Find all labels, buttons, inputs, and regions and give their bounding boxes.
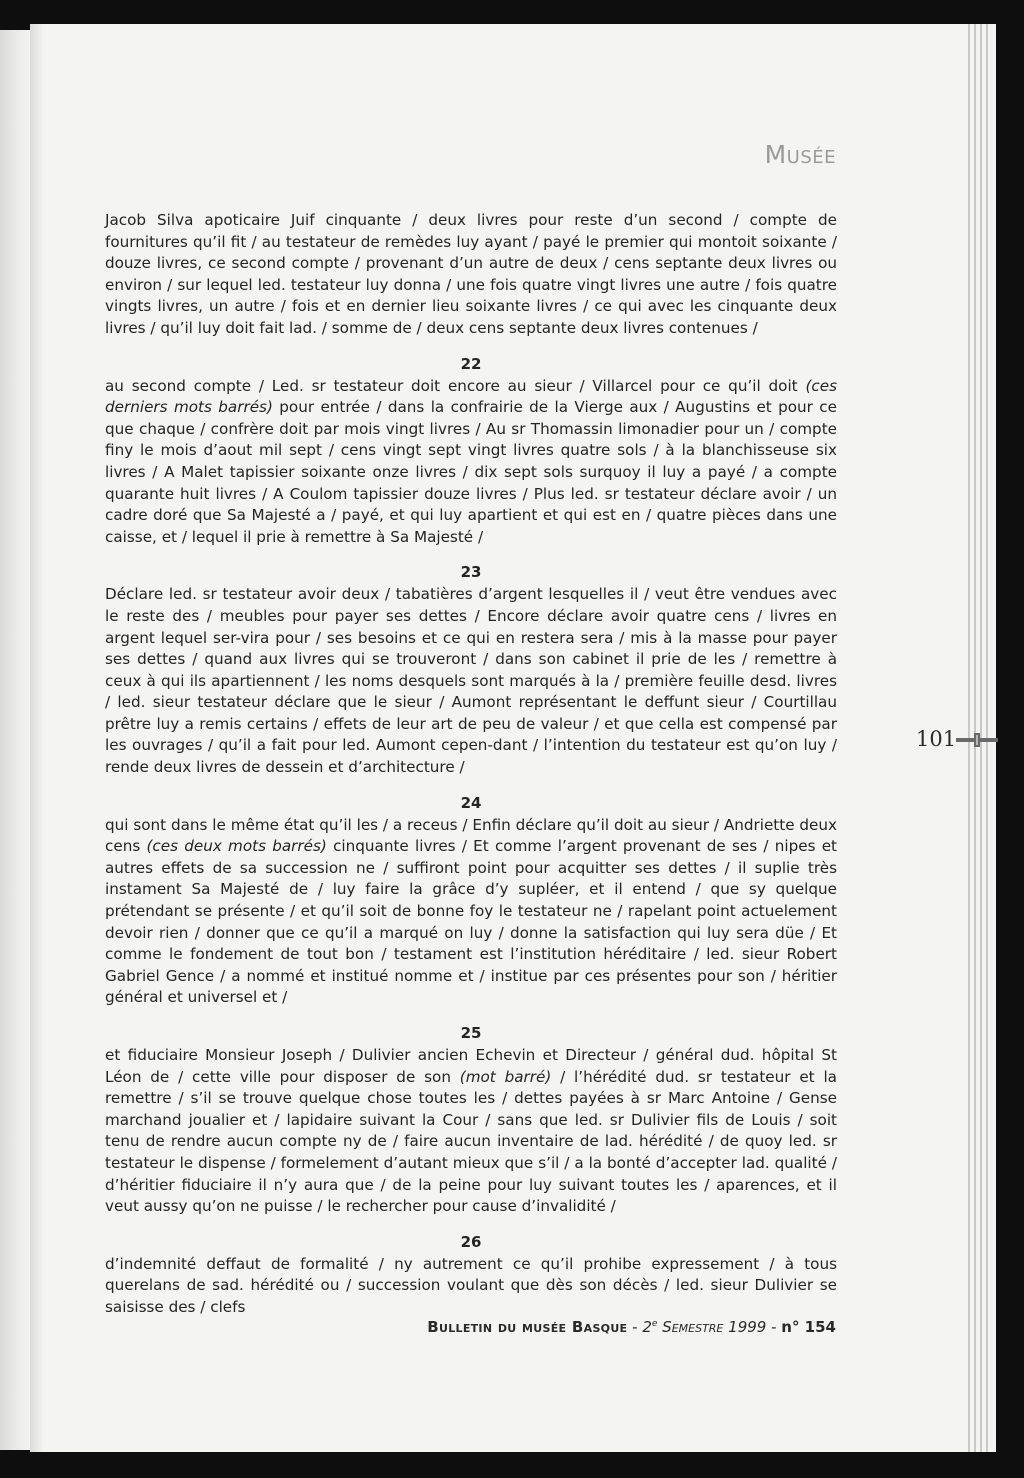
document-body	[105, 210, 837, 1319]
body-paragraph	[105, 1045, 837, 1218]
section-number: 24	[460, 793, 482, 812]
editorial-note: (ces deux mots barrés)	[146, 837, 327, 856]
paragraph-text: Jacob Silva apoticaire Juif cinquante / deux livres pour reste d’un second / compte de fournitures qu’il fit / au testateur de remèdes luy ayant / payé le premier qui montoit soixante / douze livres, ce second compte / provenant d’un autre de deux / cens septante deux livres ou environ / sur lequel led. testateur luy donna / une fois quatre vingt livres une autre / fois quatre vingts livres, un autre / fois et en dernier lieu soixante livres / ce qui avec les cinquante deux livres / qu’il luy doit fait lad. / somme de / deux cens septante deux livres contenues /	[105, 211, 837, 337]
gutter-shadow	[30, 24, 44, 1452]
body-paragraph	[105, 584, 837, 778]
paragraph-text: Déclare led. sr testateur avoir deux / tabatières d’argent lesquelles il / veut être vendues avec le reste des / meubles pour payer ses dettes / Encore déclare avoir quatre cens / livres en argent lequel ser-vira pour / ses besoins et ce qui en restera sera / mis à la masse pour payer ses dettes / quand aux livres qui se trouveront / dans son cabinet il prie de les / remettre à ceux à qui ils apartiennent / les noms desquels sont marqués à la / première feuille desd. livres / led. sieur testateur déclare que le sieur / Aumont représentant le deffunt sieur / Courtillau prêtre luy a remis certains / effets de leur art de peu de valeur / et que cella est compensé par les ouvrages / qu’il a fait pour led. Aumont cepen-dant / l’intention du testateur est qu’on luy / rende deux livres de dessein et d’architecture /	[105, 585, 837, 777]
numbered-sections	[105, 354, 837, 1319]
paragraph-text: et fiduciaire Monsieur Joseph / Dulivier ancien Echevin et Directeur / général dud. hôpital St Léon de / cette ville pour disposer de son	[105, 1046, 837, 1086]
facing-page-edge	[0, 30, 30, 1450]
numbered-section	[105, 793, 837, 1009]
paragraph-text: pour entrée / dans la confrairie de la Vierge aux / Augustins et pour ce que chaque / confrère doit par mois vingt livres / Au sr Thomassin limonadier pour un / compte finy le mois d’aout mil sept / cens vingt sept vingt livres quatre sols / à la blanchisseuse six livres / A Malet tapissier soixante onze livres / dix sept sols surquoy il luy a payé / a compte quarante huit livres / A Coulom tapissier douze livres / Plus led. sr testateur déclare avoir / un cadre doré que Sa Majesté a / payé, et qui luy apartient et qui est en / quatre pièces dans une caisse, et / lequel il prie à remettre à Sa Majesté /	[105, 398, 837, 546]
editorial-note: (mot barré)	[459, 1067, 552, 1086]
paragraph-text: qui sont dans le même état qu’il les / a receus / Enfin déclare qu’il doit au sieur / Andriette deux cens	[105, 815, 837, 856]
section-number: 22	[460, 354, 482, 373]
numbered-section	[105, 562, 837, 778]
footer-issue: n° 154	[781, 1318, 836, 1336]
numbered-section	[105, 354, 837, 549]
numbered-section	[105, 1232, 837, 1319]
footer-publication: Bulletin du musée Basque	[427, 1318, 628, 1336]
section-number: 23	[460, 563, 482, 582]
footer-separator: -	[766, 1318, 782, 1336]
paragraph-text: d’indemnité deffaut de formalité / ny autrement ce qu’il prohibe expressement / à tous querelans de sad. hérédité ou / succession voulant que dès son décès / led. sieur Dulivier se saisisse des / clefs	[105, 1254, 837, 1316]
numbered-section	[105, 1023, 837, 1218]
paragraph-text: cinquante livres / Et comme l’argent provenant de ses / nipes et autres effets de sa succession ne / suffiront point pour acquitter ses dettes / il suplie très instament Sa Majesté de / luy faire la grâce d’y supléer, et il entend / que sy quelque prétendant se présente / et qu’il soit de bonne foy le testateur ne / rapelant point actuelement devoir rien / donner que ce qu’il a marqué on luy / donne la satisfaction qui luy sera düe / Et comme le fondement de tout bon / testament est l’institution héréditaire / led. sieur Robert Gabriel Gence / a nommé et institué nomme et / institue par ces présentes pour son / héritier général et universel et /	[105, 837, 838, 1007]
footer	[427, 1318, 836, 1336]
footer-separator: -	[627, 1318, 643, 1336]
intro-paragraph	[105, 210, 837, 340]
section-number: 25	[460, 1024, 482, 1042]
section-title: Musée	[764, 140, 836, 169]
section-number: 26	[460, 1232, 482, 1251]
body-paragraph	[105, 815, 837, 1009]
page-number: 101	[916, 727, 957, 751]
editorial-note: (ces derniers mots barrés)	[105, 376, 837, 417]
paragraph-text: / l’hérédité dud. sr testateur et la remettre / s’il se trouve quelque chose toutes les / dettes payées à sr Marc Antoine / Gense marchand joualier et / lapidaire suivant la Cour / sans que led. sr Dulivier fils de Louis / soit tenu de rendre aucun compte ny de / faire aucun inventaire de lad. hérédité / de quoy led. sr testateur le dispense / formelement d’autant mieux que s’il / a la bonté d’accepter lad. qualité / d’héritier fiduciaire il n’y aura que / de la peine pour luy suivant toutes les / aparences, et il veut aussy qu’on ne puisse / le rechercher pour cause d’invalidité /	[105, 1067, 837, 1216]
footer-semester-number: 2	[642, 1318, 652, 1336]
body-paragraph	[105, 1254, 837, 1319]
body-paragraph	[105, 210, 837, 340]
footer-semester-sup: e	[651, 1319, 658, 1329]
footer-semester: Semestre 1999	[657, 1318, 767, 1336]
body-paragraph	[105, 376, 837, 549]
paragraph-text: au second compte / Led. sr testateur doit encore au sieur / Villarcel pour ce qu’il doit	[105, 376, 806, 395]
registration-mark-icon	[956, 733, 998, 747]
